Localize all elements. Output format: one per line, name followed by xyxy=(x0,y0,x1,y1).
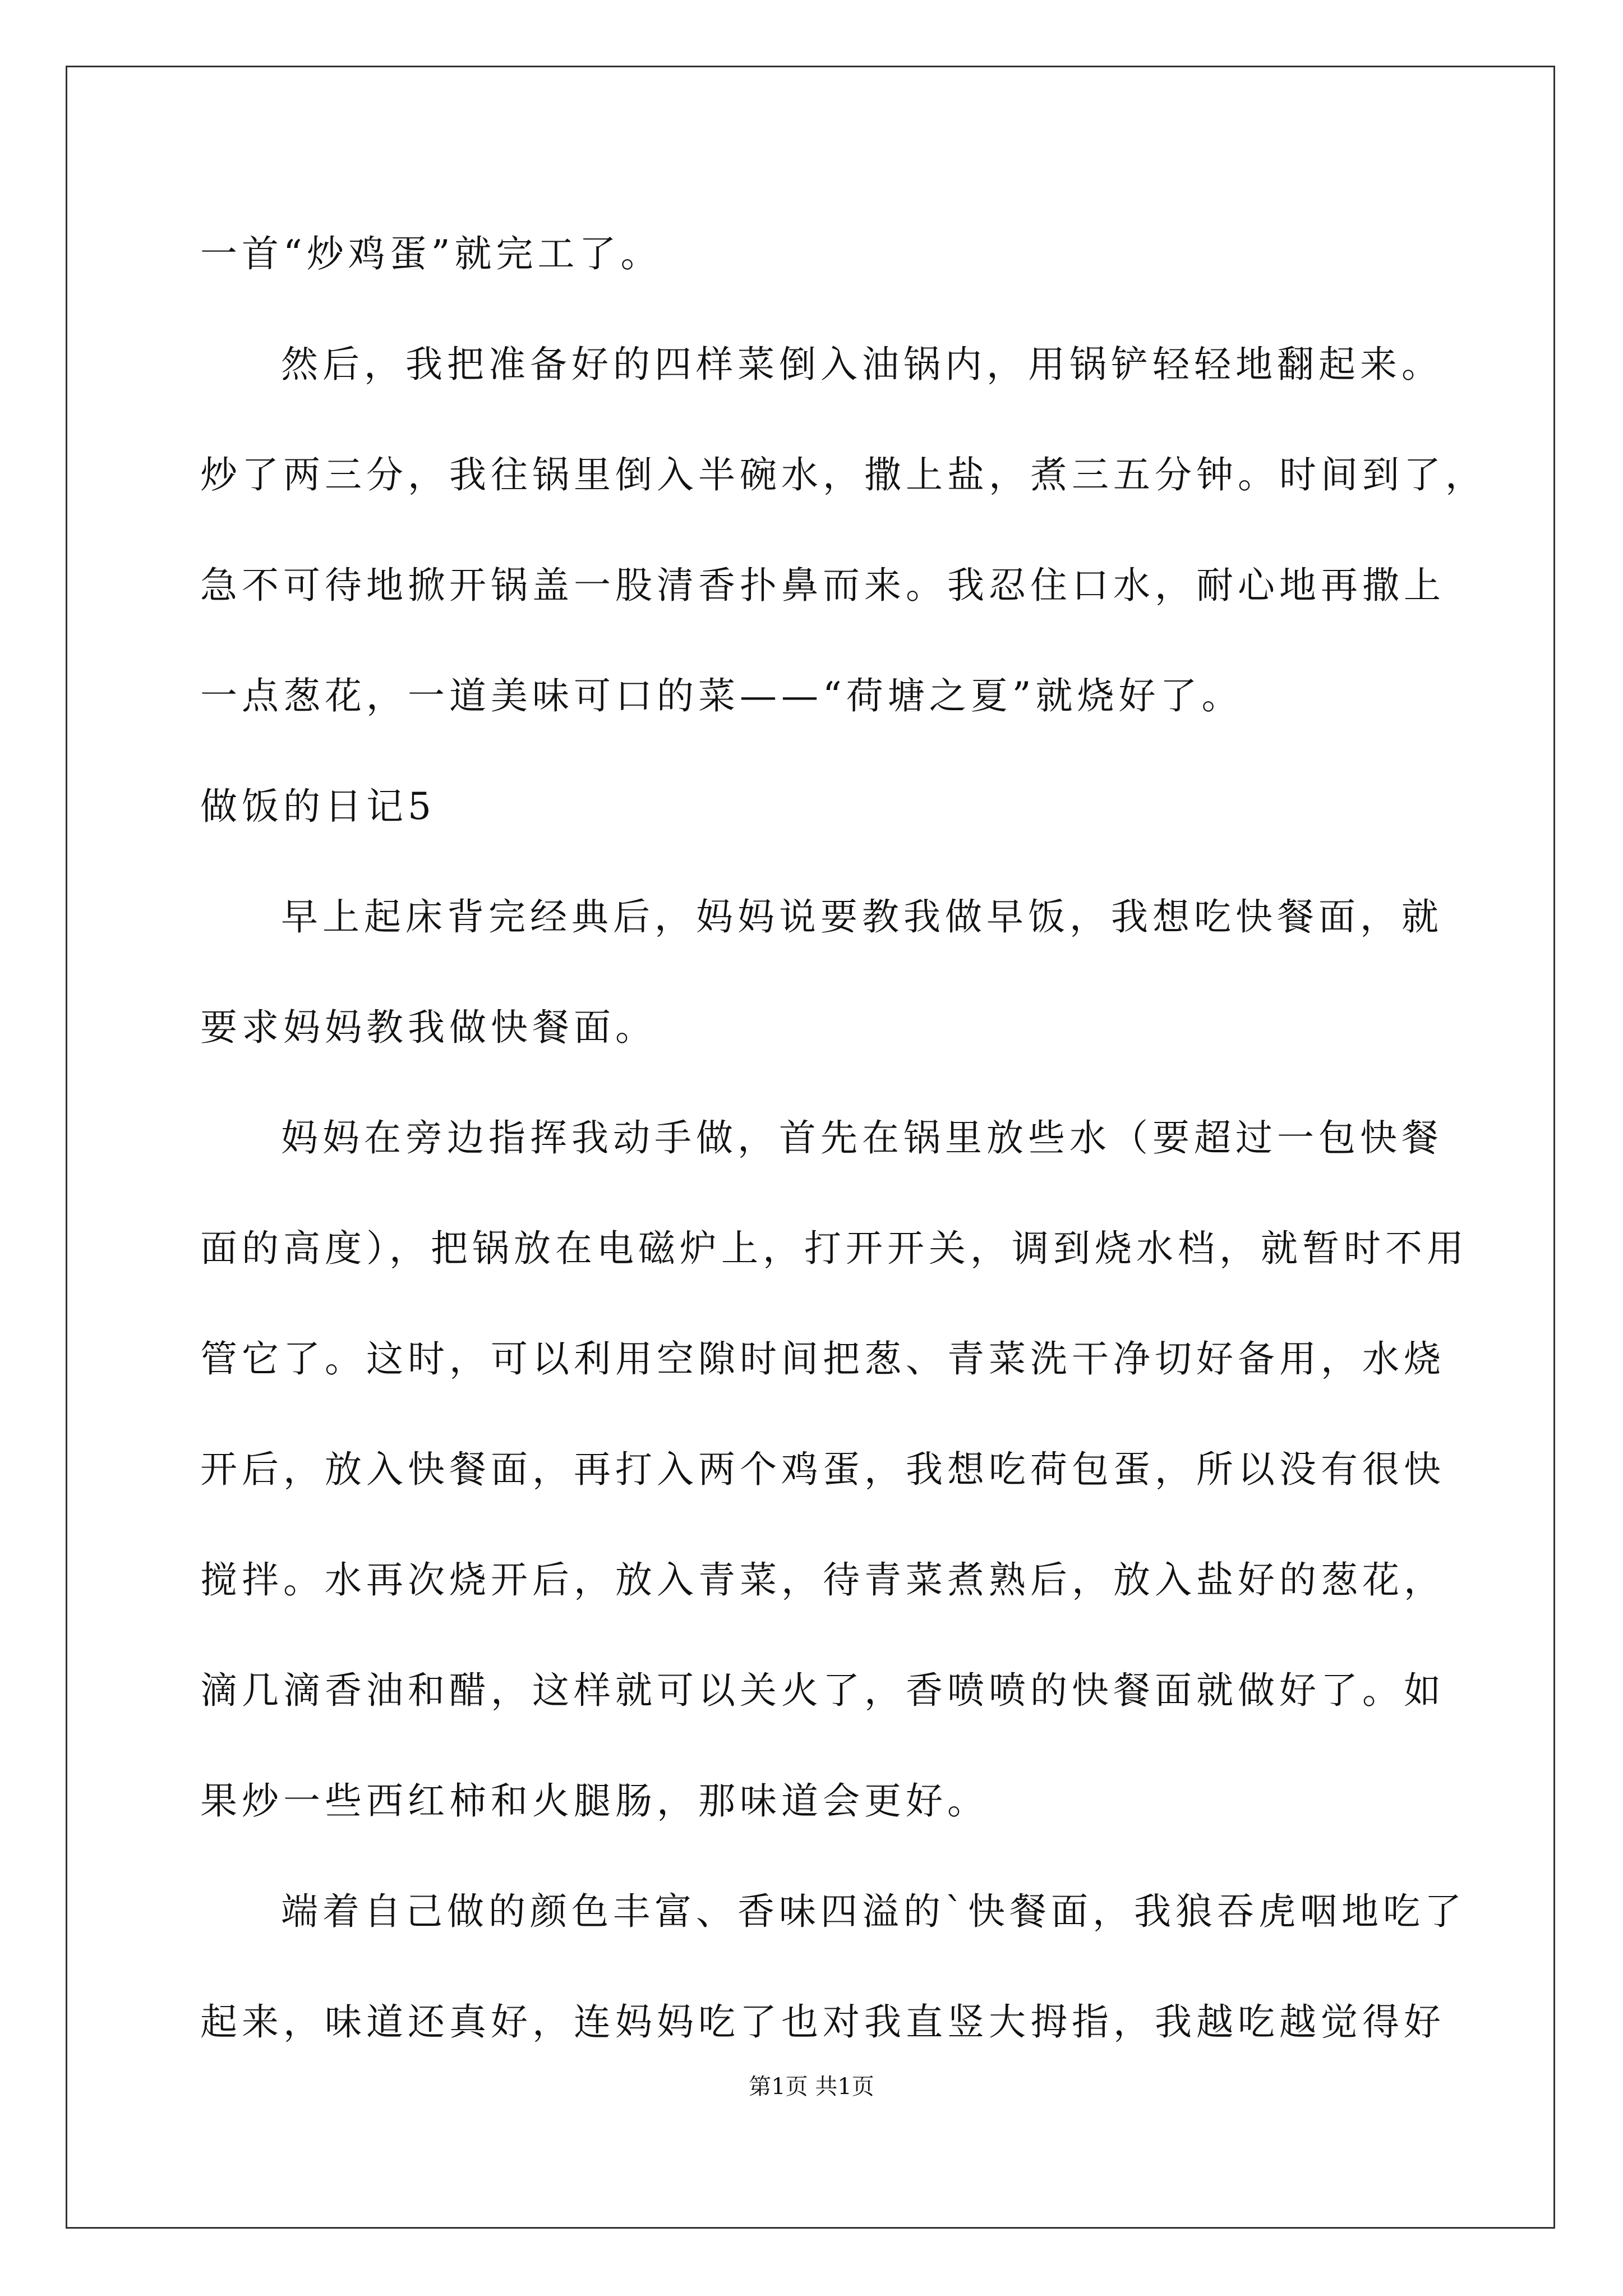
paragraph-line: 起来，味道还真好，连妈妈吃了也对我直竖大拇指，我越吃越觉得好 xyxy=(200,2000,1445,2044)
document-body xyxy=(200,213,1487,2092)
paragraph-line: 滴几滴香油和醋，这样就可以关火了，香喷喷的快餐面就做好了。如 xyxy=(200,1669,1445,1712)
paragraph-line: 炒了两三分，我往锅里倒入半碗水，撒上盐，煮三五分钟。时间到了， xyxy=(200,453,1487,496)
paragraph-line: 妈妈在旁边指挥我动手做，首先在锅里放些水（要超过一包快餐 xyxy=(281,1116,1443,1159)
paragraph-line: 一点葱花，一道美味可口的菜——“荷塘之夏”就烧好了。 xyxy=(200,674,1243,717)
page-number-footer: 第1页 共1页 xyxy=(749,2074,874,2100)
section-heading: 做饭的日记5 xyxy=(200,785,436,828)
paragraph-line: 管它了。这时，可以利用空隙时间把葱、青菜洗干净切好备用，水烧 xyxy=(200,1337,1445,1381)
paragraph-line: 要求妈妈教我做快餐面。 xyxy=(200,1006,657,1049)
paragraph-line: 急不可待地掀开锅盖一股清香扑鼻而来。我忍住口水，耐心地再撒上 xyxy=(200,564,1445,607)
paragraph-line: 搅拌。水再次烧开后，放入青菜，待青菜煮熟后，放入盐好的葱花， xyxy=(200,1558,1445,1602)
paragraph-line: 开后，放入快餐面，再打入两个鸡蛋，我想吃荷包蛋，所以没有很快 xyxy=(200,1448,1445,1491)
paragraph-line: 端着自己做的颜色丰富、香味四溢的`快餐面，我狼吞虎咽地吃了 xyxy=(281,1890,1466,1933)
paragraph-line: 早上起床背完经典后，妈妈说要教我做早饭，我想吃快餐面，就 xyxy=(281,895,1443,938)
paragraph-line: 面的高度），把锅放在电磁炉上，打开开关，调到烧水档，就暂时不用 xyxy=(200,1227,1468,1270)
paragraph-line: 一首“炒鸡蛋”就完工了。 xyxy=(200,232,662,275)
paragraph-line: 然后，我把准备好的四样菜倒入油锅内，用锅铲轻轻地翻起来。 xyxy=(281,343,1443,386)
paragraph-line: 果炒一些西红柿和火腿肠，那味道会更好。 xyxy=(200,1779,989,1823)
